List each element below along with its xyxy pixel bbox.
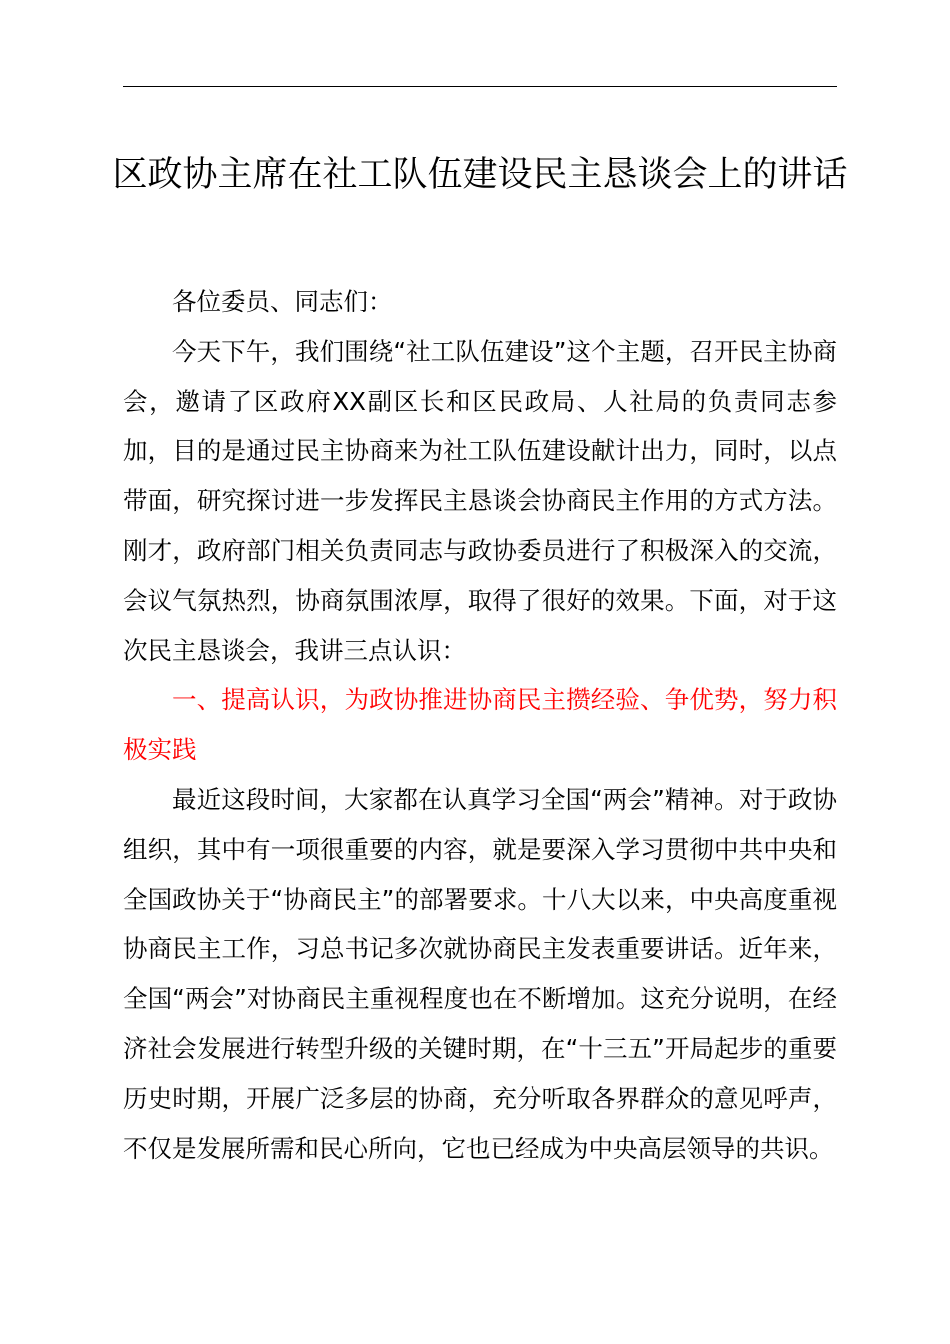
- header-rule: [123, 86, 837, 87]
- paragraph-section-1: 最近这段时间，大家都在认真学习全国“两会”精神。对于政协组织，其中有一项很重要的内容，就是要深入学习贯彻中共中央和全国政协关于“协商民主”的部署要求。十八大以来，中央高度重视协商民主工作，习总书记多次就协商民主发表重要讲话。近年来，全国“两会”对协商民主重视程度也在不断增加。这充分说明，在经济社会发展进行转型升级的关键时期，在“十三五”开局起步的重要历史时期，开展广泛多层的协商，充分听取各界群众的意见呼声，不仅是发展所需和民心所向，它也已经成为中央高层领导的共识。: [123, 784, 837, 1163]
- section-heading-1: 一、提高认识，为政协推进协商民主攒经验、争优势，努力积极实践: [123, 685, 837, 765]
- paragraph-opening: 今天下午，我们围绕“社工队伍建设”这个主题，召开民主协商会，邀请了区政府XX副区长和区民政局、人社局的负责同志参加，目的是通过民主协商来为社工队伍建设献计出力，同时，以点带面，研究探讨进一步发挥民主恳谈会协商民主作用的方式方法。刚才，政府部门相关负责同志与政协委员进行了积极深入的交流，会议气氛热烈，协商氛围浓厚，取得了很好的效果。下面，对于这次民主恳谈会，我讲三点认识：: [123, 336, 837, 665]
- document-title: 区政协主席在社工队伍建设民主恳谈会上的讲话: [112, 155, 848, 195]
- document-body: [123, 277, 837, 1173]
- salutation: 各位委员、同志们：: [172, 287, 393, 316]
